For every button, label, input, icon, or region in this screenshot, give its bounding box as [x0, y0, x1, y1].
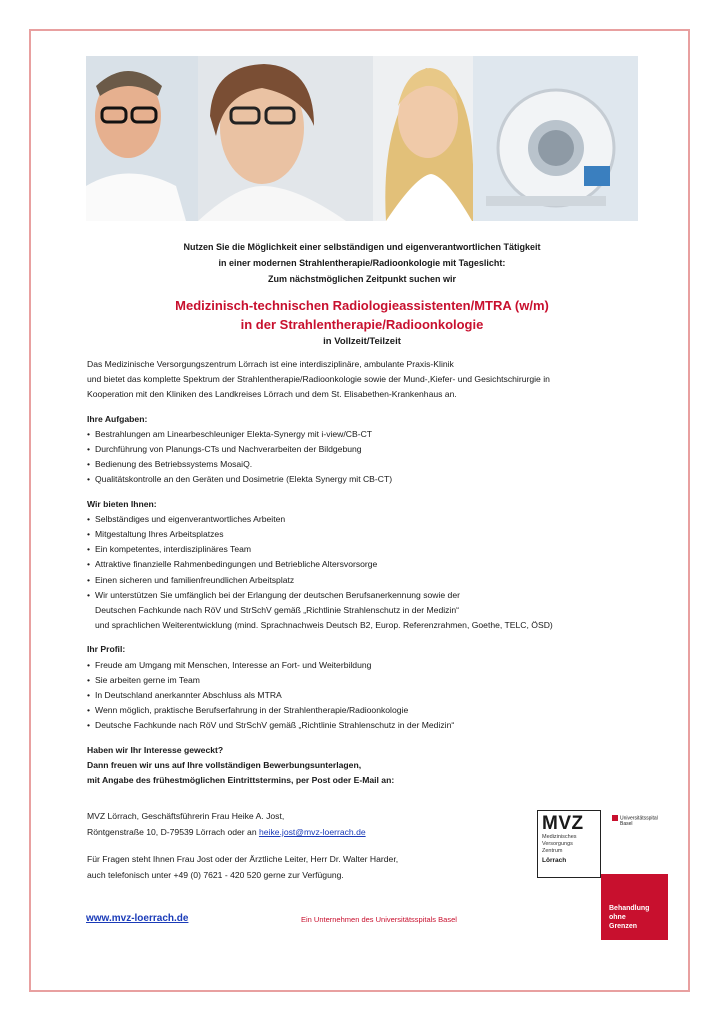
list-item: • Deutsche Fachkunde nach RöV und StrSchV gemäß „Richtlinie Strahlenschutz in der Medizin“ — [87, 718, 647, 733]
header-photo — [86, 56, 638, 221]
team-photo-illustration — [86, 56, 638, 221]
list-item: • Einen sicheren und familienfreundlichen Arbeitsplatz — [87, 573, 647, 588]
footer-note: Ein Unternehmen des Universitätsspitals Basel — [301, 915, 457, 924]
university-mark-icon — [612, 815, 618, 821]
claim-box — [601, 874, 668, 940]
logo-subtitle: Medizinisches — [542, 834, 577, 840]
contact-address — [87, 808, 366, 840]
claim-line: ohne — [609, 914, 626, 921]
offer-continuation: und sprachlichen Weiterentwicklung (mind. Sprachnachweis Deutsch B2, Europ. Referenzrahmen, Goethe, TELC, ÖSD) — [95, 620, 553, 631]
list-item: • Durchführung von Planungs-CTs und Nachverarbeiten der Bildgebung — [87, 442, 647, 457]
job-title — [86, 296, 638, 334]
offer-list — [87, 512, 647, 603]
list-item: • Bestrahlungen am Linearbeschleuniger Elekta-Synergy mit i-view/CB-CT — [87, 427, 647, 442]
list-item: • Qualitätskontrolle an den Geräten und Dosimetrie (Elekta Synergy mit CB-CT) — [87, 472, 647, 487]
job-description — [87, 357, 647, 788]
logo-city: Lörrach — [542, 857, 567, 864]
list-item: • Selbständiges und eigenverantwortliches Arbeiten — [87, 512, 647, 527]
tasks-heading: Ihre Aufgaben: — [87, 413, 148, 424]
apply-line: Haben wir Ihr Interesse geweckt? — [87, 744, 224, 755]
contact-address-text: Röntgenstraße 10, D-79539 Lörrach oder an — [87, 827, 259, 837]
job-title-line: in der Strahlentherapie/Radioonkologie — [240, 317, 484, 332]
list-item: • Ein kompetentes, interdisziplinäres Team — [87, 542, 647, 557]
contact-phone — [87, 851, 398, 883]
intro-text — [86, 239, 638, 287]
logo-subtitle: Zentrum — [542, 848, 563, 854]
list-item: • In Deutschland anerkannter Abschluss als MTRA — [87, 688, 647, 703]
tasks-list — [87, 427, 647, 488]
list-item: • Sie arbeiten gerne im Team — [87, 673, 647, 688]
email-link[interactable]: heike.jost@mvz-loerrach.de — [258, 827, 366, 837]
list-item: • Mitgestaltung Ihres Arbeitsplatzes — [87, 527, 647, 542]
apply-line: mit Angabe des frühestmöglichen Eintrittstermins, per Post oder E-Mail an: — [87, 775, 395, 786]
profile-heading: Ihr Profil: — [87, 644, 126, 655]
contact-line: MVZ Lörrach, Geschäftsführerin Frau Heike A. Jost, — [87, 811, 285, 821]
claim-line: Behandlung — [609, 905, 650, 912]
logo-mvz: MVZ — [542, 813, 584, 834]
university-logo — [612, 815, 672, 827]
intro-line: in einer modernen Strahlentherapie/Radioonkologie mit Tageslicht: — [218, 258, 506, 268]
contact-line — [87, 824, 366, 840]
logo-subtitle: Versorgungs — [542, 841, 573, 847]
apply-block — [87, 743, 647, 789]
claim-line: Grenzen — [609, 923, 638, 930]
profile-list — [87, 658, 647, 734]
job-title-line: Medizinisch-technischen Radiologieassistenten/MTRA (w/m) — [175, 298, 549, 313]
description-line: Das Medizinische Versorgungszentrum Lörrach ist eine interdisziplinäre, ambulante Praxis-Klinik — [87, 359, 454, 369]
offer-heading: Wir bieten Ihnen: — [87, 498, 157, 509]
university-name: Universitätsspital — [620, 815, 658, 822]
work-time: in Vollzeit/Teilzeit — [323, 336, 401, 347]
list-item: • Wir unterstützen Sie umfänglich bei der Erlangung der deutschen Berufsanerkennung sowie der — [87, 588, 647, 603]
list-item: • Bedienung des Betriebssystems MosaiQ. — [87, 457, 647, 472]
mvz-logo — [537, 810, 601, 878]
description-line: und bietet das komplette Spektrum der Strahlentherapie/Radioonkologie sowie der Mund-,Kiefer- und Gesichtschirurgie in — [87, 374, 550, 385]
list-item: • Attraktive finanzielle Rahmenbedingungen und Betriebliche Altersvorsorge — [87, 557, 647, 572]
contact-line: auch telefonisch unter +49 (0) 7621 - 420 520 gerne zur Verfügung. — [87, 870, 344, 880]
intro-line: Zum nächstmöglichen Zeitpunkt suchen wir — [267, 274, 457, 284]
list-item: • Freude am Umgang mit Menschen, Interesse an Fort- und Weiterbildung — [87, 658, 647, 673]
website-link[interactable]: www.mvz-loerrach.de — [86, 913, 189, 924]
list-item: • Wenn möglich, praktische Berufserfahrung in der Strahlentherapie/Radioonkologie — [87, 703, 647, 718]
intro-line: Nutzen Sie die Möglichkeit einer selbständigen und eigenverantwortlichen Tätigkeit — [183, 242, 541, 252]
contact-line: Für Fragen steht Ihnen Frau Jost oder der Ärztliche Leiter, Herr Dr. Walter Harder, — [87, 854, 399, 864]
university-city: Basel — [620, 821, 633, 828]
apply-line: Dann freuen wir uns auf Ihre vollständigen Bewerbungsunterlagen, — [87, 759, 362, 770]
description-line: Kooperation mit den Kliniken des Landkreises Lörrach und dem St. Elisabethen-Krankenhaus an. — [87, 389, 457, 400]
offer-continuation: Deutschen Fachkunde nach RöV und StrSchV gemäß „Richtlinie Strahlenschutz in der Medizin“ — [95, 605, 459, 616]
